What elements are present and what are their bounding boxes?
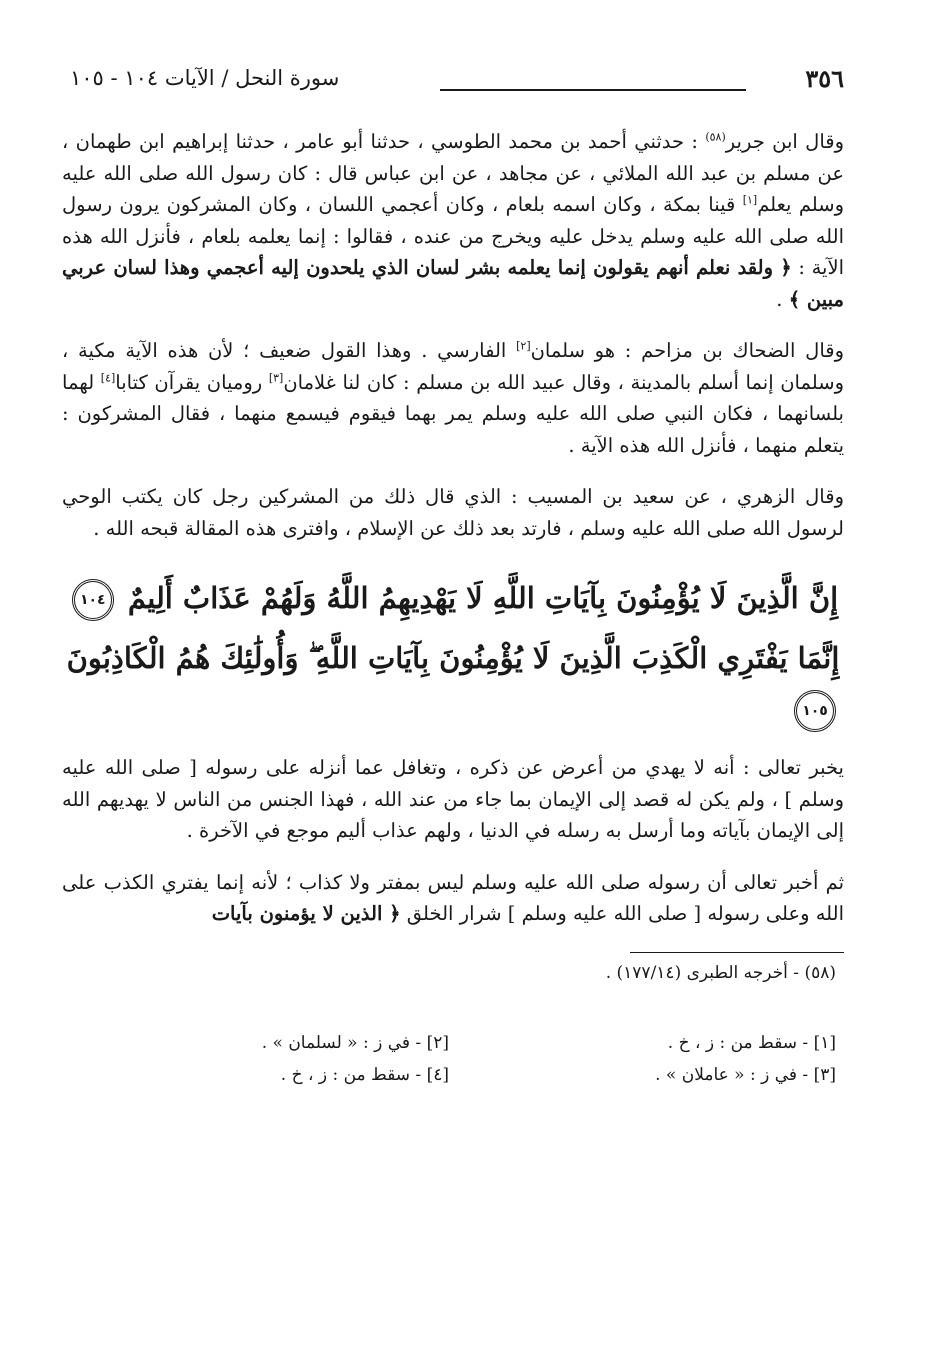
running-head: سورة النحل / الآيات ١٠٤ - ١٠٥ xyxy=(70,66,340,90)
ayah-marker-105-icon: ١٠٥ xyxy=(794,690,836,732)
para1-text-1: وقال ابن جرير xyxy=(725,130,844,153)
header-rule xyxy=(440,89,746,91)
footnote-ref-4: [٤] xyxy=(100,371,116,384)
paragraph-zuhri: وقال الزهري ، عن سعيد بن المسيب : الذي قال ذلك من المشركين رجل كان يكتب الوحي لرسول الله صلى الله عليه وسلم ، فارتد بعد ذلك عن الإسلام ، وافترى هذه المقالة قبحه الله . xyxy=(62,485,844,540)
footnote-ref-2: [٢] xyxy=(516,339,531,353)
quran-quote-partial: الذين لا يؤمنون بآيات xyxy=(211,902,390,925)
page-header xyxy=(62,60,844,100)
footnotes-grid xyxy=(62,1033,844,1085)
quran-close-bracket: ﴾ xyxy=(788,287,801,311)
footnote-ref-1: [١] xyxy=(742,193,758,207)
para2-text-3: روميان يقرآن كتابا xyxy=(115,370,269,394)
para2-text-2: الفارسي . وهذا القول ضعيف ؛ لأن هذه الآية مكية ، وسلمان إنما أسلم بالمدينة ، وقال عبيد الله بن مسلم : كان لنا غلامان xyxy=(62,339,844,394)
para1-text-3: قينا بمكة ، وكان اسمه بلعام ، وكان أعجمي اللسان ، وكان المشركون يرون رسول الله صلى الله عليه وسلم يدخل عليه ويخرج من عنده ، فقالوا : إنما يعلمه بلعام ، فأنزل الله هذه الآية : xyxy=(62,193,844,279)
footnote-1: [١] - سقط من : ز ، خ . xyxy=(667,1032,836,1053)
paragraph-dahhak xyxy=(62,335,844,461)
footnote-58: (٥٨) - أخرجه الطبرى (١٧٧/١٤) . xyxy=(605,962,836,983)
page xyxy=(62,60,844,1085)
verse-104 xyxy=(62,568,844,628)
paragraph-continuation xyxy=(62,867,844,930)
para5-text: ثم أخبر تعالى أن رسوله صلى الله عليه وسلم ليس بمفتر ولا كذاب ؛ لأنه إنما يفتري الكذب على الله وعلى رسوله [ صلى الله عليه وسلم ] شرار الخلق xyxy=(62,870,844,925)
footnote-4: [٤] - سقط من : ز ، خ . xyxy=(280,1064,449,1085)
footnote-ref-3: [٣] xyxy=(268,371,284,384)
para2-text-1: وقال الضحاك بن مزاحم : هو سلمان xyxy=(530,339,844,362)
paragraph-ibn-jarir xyxy=(62,126,844,315)
para1-text-2: : حدثني أحمد بن محمد الطوسي ، حدثنا أبو عامر ، حدثنا إبراهيم ابن طهمان ، عن مسلم بن عبد الله الملائي ، عن مجاهد ، عن ابن عباس قال : كان رسول الله صلى الله عليه وسلم يعلم xyxy=(62,130,845,216)
paragraph-tafsir: يخبر تعالى : أنه لا يهدي من أعرض عن ذكره ، وتغافل عما أنزله على رسوله [ صلى الله عليه وسلم ] ، ولم يكن له قصد إلى الإيمان بما جاء من عند الله ، فهذا الجنس من الناس لا يهديهم الله إلى الإيمان بآياته وما أرسل به رسله في الدنيا ، ولهم عذاب أليم موجع في الآخرة . xyxy=(62,756,844,842)
para2-text-4: لهما بلسانهما ، فكان النبي صلى الله عليه وسلم يمر بهما فيقوم فيسمع منهما ، فقال المشركون : يتعلم منهما ، فأنزل الله هذه الآية . xyxy=(62,370,844,457)
quran-open-bracket: ﴿ xyxy=(780,256,792,279)
verse-105-marker-row xyxy=(62,690,844,732)
footnote-3: [٣] - في ز : « عاملان » . xyxy=(655,1064,836,1085)
page-number: ٣٥٦ xyxy=(805,64,844,93)
footnote-rule xyxy=(630,952,844,953)
quran-quote-103: ولقد نعلم أنهم يقولون إنما يعلمه بشر لسان الذي يلحدون إليه أعجمي وهذا لسان عربي مبين xyxy=(62,256,844,311)
verse-105: إِنَّمَا يَفْتَرِي الْكَذِبَ الَّذِينَ لَا يُؤْمِنُونَ بِآيَاتِ اللَّهِ ۖ وَأُولَٰئِكَ هُمُ الْكَاذِبُونَ xyxy=(66,641,840,675)
ayah-marker-104-icon: ١٠٤ xyxy=(72,579,114,621)
footnote-ref-58: (٥٨) xyxy=(705,130,726,144)
footnote-2: [٢] - في ز : « لسلمان » . xyxy=(261,1032,449,1053)
para1-end: . xyxy=(776,287,789,311)
quran-open-bracket-2: ﴿ xyxy=(389,902,401,925)
quran-verses-block xyxy=(62,568,844,732)
verse-104-text: إِنَّ الَّذِينَ لَا يُؤْمِنُونَ بِآيَاتِ اللَّهِ لَا يَهْدِيهِمُ اللَّهُ وَلَهُمْ عَذَابٌ أَلِيمٌ xyxy=(127,581,839,615)
